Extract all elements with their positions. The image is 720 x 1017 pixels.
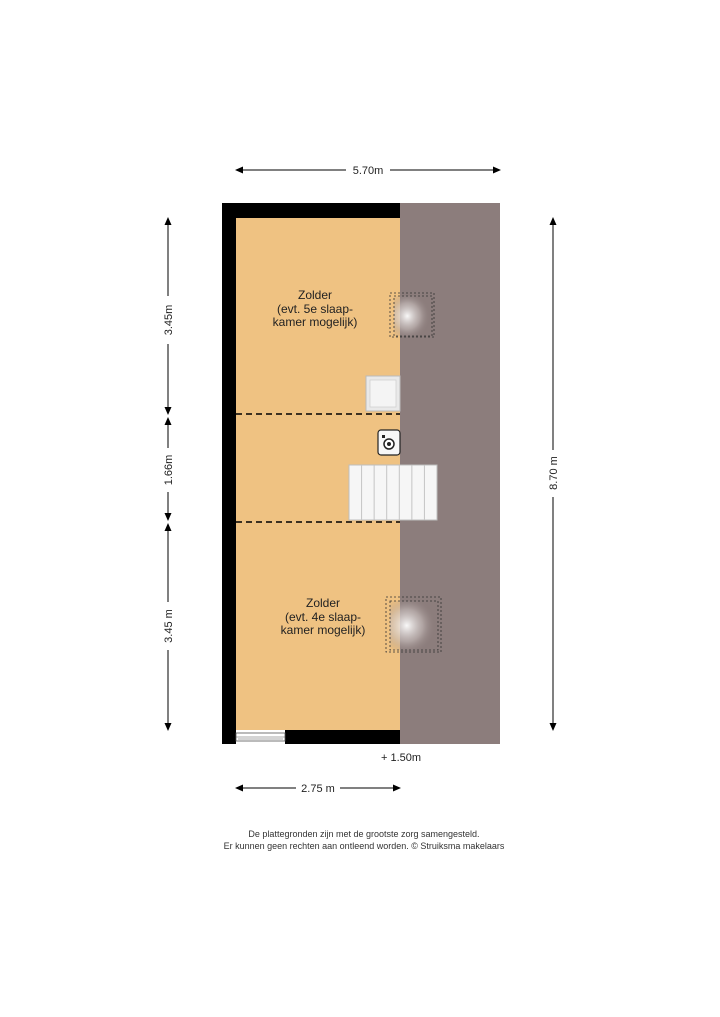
dimension-left-top-label: 3.45m <box>163 304 175 336</box>
room-label-bottom-line2: (evt. 4e slaap- <box>284 610 362 624</box>
disclaimer-line-2: Er kunnen geen rechten aan ontleend worden. © Struiksma makelaars <box>223 841 505 851</box>
bottom-window <box>236 733 285 741</box>
dimension-bottom-width <box>236 783 400 795</box>
staircase <box>349 465 437 520</box>
dimension-left-middle-label: 1.66m <box>163 454 175 486</box>
skylight-bottom <box>386 597 441 652</box>
dimension-right-height <box>548 218 560 730</box>
wall-left <box>222 203 236 744</box>
dimension-bottom-label: 2.75 m <box>301 783 335 795</box>
storage-box <box>366 376 400 411</box>
room-label-top-line3: kamer mogelijk) <box>272 315 358 329</box>
wall-top <box>222 203 400 218</box>
dimension-right-label: 8.70 m <box>548 456 560 490</box>
dimension-top-width <box>236 165 500 177</box>
disclaimer-line-1: De plattegronden zijn met de grootste zorg samengesteld. <box>248 829 480 839</box>
wall-bottom <box>285 730 400 744</box>
dimension-left-bottom <box>163 524 175 730</box>
skylight-top <box>390 293 434 337</box>
dimension-left-top <box>163 218 175 414</box>
boiler <box>378 430 400 455</box>
room-label-top-line2: (evt. 5e slaap- <box>276 302 354 316</box>
dimension-top-label: 5.70m <box>352 165 384 177</box>
dimension-left-middle <box>163 418 175 520</box>
dimension-left-bottom-label: 3.45 m <box>163 609 175 643</box>
room-label-bottom-line3: kamer mogelijk) <box>280 623 366 637</box>
room-label-top-name: Zolder <box>297 288 333 302</box>
room-label-bottom-name: Zolder <box>305 596 341 610</box>
level-offset-label: + 1.50m <box>380 752 422 764</box>
